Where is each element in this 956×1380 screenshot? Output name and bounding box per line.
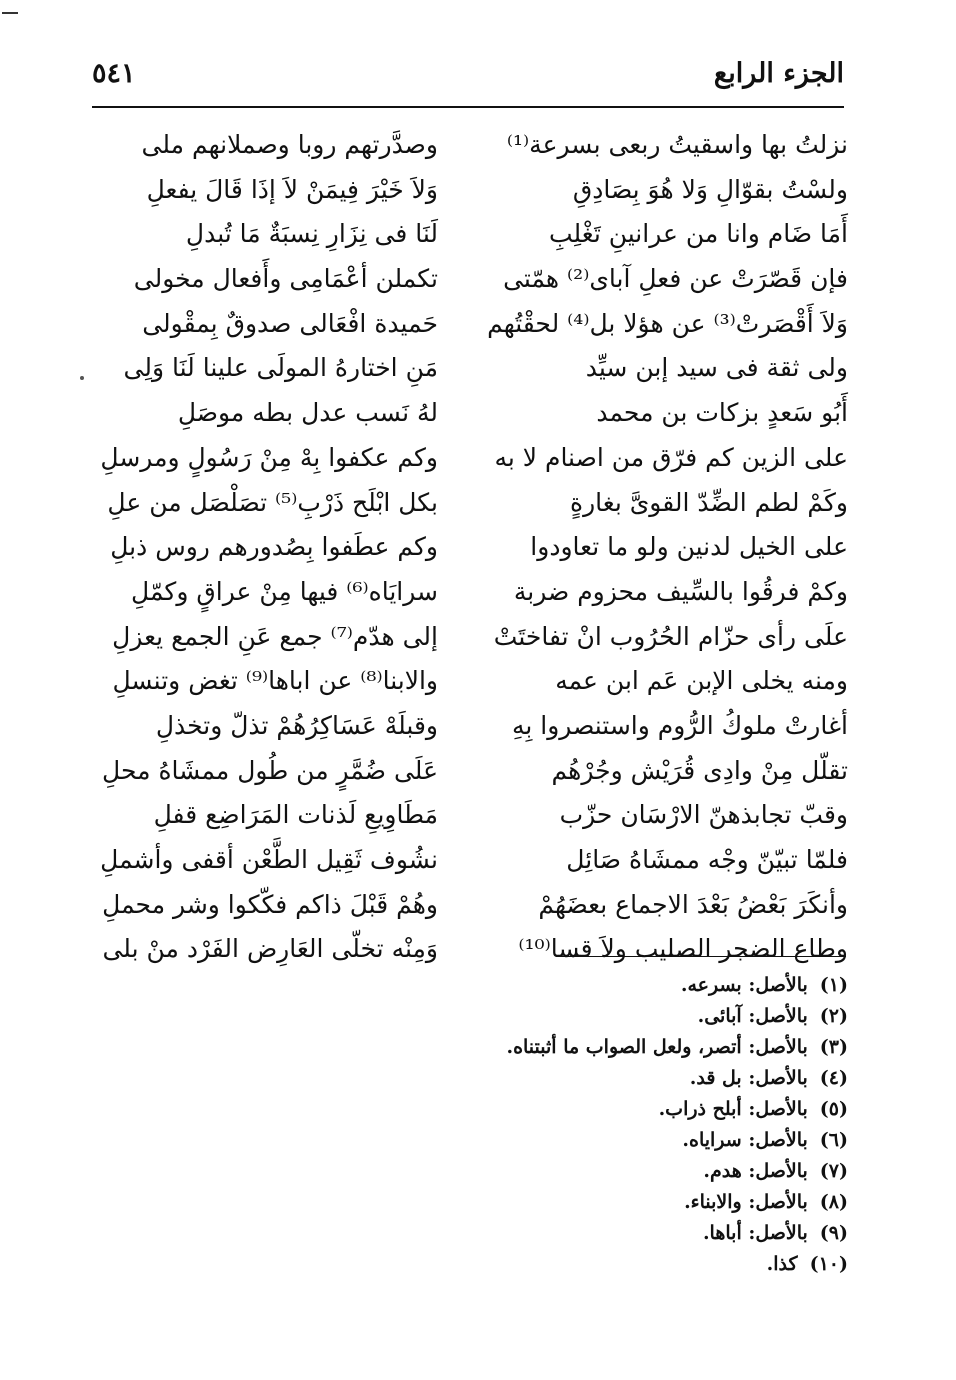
verse-line: وقبلَهْ عَسَاكِرُهُمْ تذلّ وتخذلِ	[155, 710, 438, 740]
verse-line: وَمِنْه تخلّى العَارِض الفَرْد منْ بلى	[102, 934, 438, 964]
footnote	[448, 1125, 848, 1156]
verse-line: بكل ابْلَح ذَرْبِ⁽⁵⁾ تصَلْصَل من علِ	[107, 487, 438, 517]
footnote	[448, 1187, 848, 1218]
left-verse-column	[100, 123, 438, 972]
footnote-number: (٤)	[819, 1067, 848, 1089]
page-header	[92, 58, 844, 98]
footnote-number: (٣)	[819, 1036, 848, 1058]
verse-line: وكم عكفوا بِهْ مِنْ رَسُولٍ ومرسلِ	[100, 442, 438, 472]
footnote	[448, 1032, 848, 1063]
verse-line: وكمْ فرقُوا بالسِّيف محزوم ضربة	[513, 576, 848, 606]
footnote	[448, 1063, 848, 1094]
footnote-text: بالأصل: أتصر، ولعل الصواب ما أثبتناه.	[506, 1036, 808, 1058]
footnote-number: (٢)	[819, 1005, 848, 1027]
footnote	[448, 1156, 848, 1187]
footnote-text: بالأصل: هدم.	[703, 1160, 808, 1182]
verse-line: وَلاَ أَقْصَرتْ⁽³⁾ عن هؤلا بل⁽⁴⁾ لحقْتُهم	[487, 308, 848, 338]
footnote-text: بالأصل: بل قد.	[689, 1067, 808, 1089]
footnote-number: (٧)	[819, 1160, 848, 1182]
footnote-text: بالأصل: والابناء.	[684, 1191, 808, 1213]
verse-line: وقبّ تجابذهنّ الارْسَان حزّب	[559, 800, 848, 830]
verse-line: وطاع الضجر الصليب ولاَ قسا⁽¹⁰⁾	[518, 934, 848, 964]
verse-line: وصدَّرتهم روبا وصملانهم ملى	[141, 130, 438, 159]
verse-line: فلمّا تبيّنّ وجْه ممشَاهُ صَائِل	[566, 845, 848, 874]
page-number: ٥٤١	[92, 58, 136, 89]
verse-line: علَى رأى حزّام الحُرُوب انْ تفاختَتْ	[493, 621, 848, 651]
verse-line: مَطَاوِيعِ لَذنات المَرَاضِع قفلِ	[153, 800, 438, 830]
verse-line: ولسْتُ بقوّالِ وَلا هُوَ بِصَادِقِ	[572, 174, 848, 204]
verse-line: وهُمْ قَبْلَ ذاكم فكّكوا وشر محملِ	[102, 889, 438, 919]
verse-line: ولى ثقة فى سيد إبن سيِّد	[585, 353, 848, 383]
verse-line: وكم عطَفوا بِصُدورهم روس ذبلِ	[110, 532, 438, 562]
footnote	[448, 970, 848, 1001]
verse-line: لَنَا فى نِزَارِ نِسبَةٌ مَا تُبدلِ	[185, 219, 438, 249]
footnote-text: بالأصل: سراياه.	[682, 1129, 808, 1151]
footnote-text: بالأصل: أباها.	[702, 1222, 808, 1244]
verse-line: تكملن أعْمَامِى وأَفعال مخولى	[133, 264, 438, 294]
verse-line: تقلّل مِنْ وادِى قُرَيْش وجُرْهُم	[551, 755, 848, 785]
footnote-number: (٨)	[819, 1191, 848, 1213]
verse-line: وَلاَ خَيْرَ فِيمَنْ لاَ إذَا قَالَ يفعلِ	[146, 174, 438, 204]
footnote-number: (١٠)	[809, 1253, 848, 1275]
footnote-text: بالأصل: أبلح ذراب.	[658, 1098, 808, 1120]
scan-speck	[80, 376, 84, 380]
verse-line: عَلَى ضُمَّرٍ من طُول ممشَاهُ محلِ	[102, 755, 438, 785]
footnote-number: (١)	[819, 974, 848, 996]
footnote	[448, 1094, 848, 1125]
footnote	[448, 1249, 848, 1280]
footnote-number: (٥)	[819, 1098, 848, 1120]
verse-line: لهُ نَسب عدل بطه موصَلِ	[177, 398, 438, 428]
footnote-number: (٩)	[819, 1222, 848, 1244]
verse-line: نشُوف ثَقِيل الطَّعْن أقفى وأشملِ	[100, 845, 438, 874]
header-rule	[92, 106, 844, 108]
verse-line: نزلتُ بها واسقيتُ ربعى بسرعة⁽¹⁾	[506, 130, 848, 159]
footnote-number: (٦)	[819, 1129, 848, 1151]
verse-line: مَنِ اختارهُ المولَى علينا لَنَا وَلِى	[123, 353, 438, 383]
verse-line: إلى هدّم⁽⁷⁾ جمع عَنِ الجمع يعزلِ	[112, 621, 438, 651]
verse-line: على الخيل لدنين ولو ما تعاودوا	[530, 532, 848, 562]
verse-line: سرايَاه⁽⁶⁾ فيها مِنْ عراقٍ وكمّلِ	[131, 576, 438, 606]
verse-line: فإن قَصّرَتْ عن فعلِ آباى⁽²⁾ همّتى	[503, 264, 848, 294]
verse-line: على الزين كم فرّق من اصنام لا به	[494, 442, 848, 472]
right-verse-column	[487, 123, 848, 972]
running-title: الجزء الرابع	[713, 58, 844, 89]
footnote	[448, 1001, 848, 1032]
verse-line: حَميدة افْعَالى صدوقٌ بِمقْولى	[142, 308, 438, 338]
scan-margin-mark	[2, 12, 18, 14]
verse-line: والابنا⁽⁸⁾ عن اباها⁽⁹⁾ تغض وتنسلِ	[112, 666, 438, 696]
footnotes	[448, 970, 848, 1280]
verse-line: وكَمْ لطم الضِّدّ القوىَّ بغارةٍ	[569, 487, 848, 517]
verse-line: وأنكَرَ بَعْضُ بَعْدَ الاجماع بعضَهُمْ	[538, 889, 848, 919]
footnote-separator-rule	[556, 956, 846, 957]
footnote-text: بالأصل: بسرعه.	[680, 974, 808, 996]
verse-line: أَبُو سَعدٍ بزكات بن محمد	[596, 398, 848, 428]
footnote-text: بالأصل: آبائى.	[697, 1005, 808, 1027]
verse-line: ومنه يخلى الإبن عَم ابن عمه	[555, 666, 848, 696]
footnote	[448, 1218, 848, 1249]
footnote-text: كذا.	[766, 1253, 798, 1275]
verse-line: أَمَا ضَام وانا من عرانينِ تَغْلِبِ	[548, 219, 848, 249]
verse-line: أغارتْ ملوكُ الرُّوم واستنصروا بِهِ	[511, 710, 848, 740]
